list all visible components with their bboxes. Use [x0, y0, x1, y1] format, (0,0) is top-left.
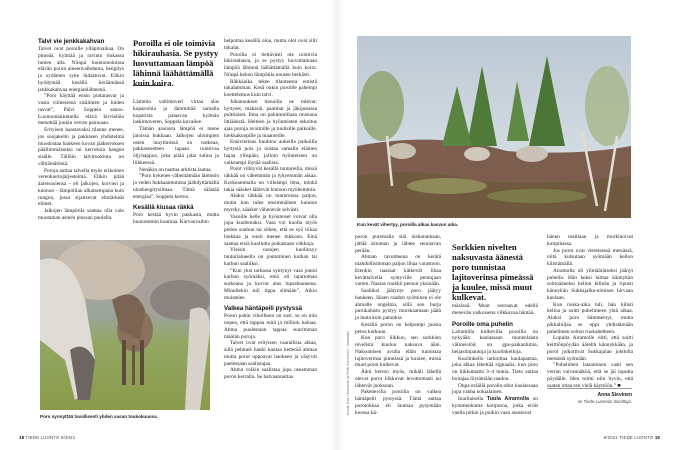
- paragraph: Lopulta Airamolle riitti, että soitti keittiönpöydän ääreltä kännykkään, ja porot jolkottivat Sukkajalan johdolla metsästä syömään.: [547, 335, 633, 362]
- paragraph-text: on kymmenkunta kotiporoa, jotka eivät vaella pitkin ja poikin vaan asustavat: [452, 396, 538, 416]
- section-heading: Kesällä kiusaa räkkä: [133, 204, 194, 212]
- paragraph: Juhannuksen tienoilla ne tulevat: hyttyset, mäkärät, paarmat ja jäkijunassa polttiaiset. Ilma on pahimmillaan mustana öttiäisistä. Helteen ja hyönteisten sekoitus ajaa poroja avoimille ja tuulisille paikoille, hiekkakuopille ja maanteille.: [224, 98, 317, 139]
- paragraph: Airamolla oli ylimääräiseksi jäänyt puhelin. Hän keksi laittaa kännykän soittoääneksi kellon kilinän ja ripusti kännykän Sukkajalka-nimisen hirvaan kaulaan.: [547, 267, 633, 301]
- paragraph: Aluksi räkkää on tuntureissa paljon, mutta kun tulee ensimmäinen kunnon myrsky, sääsket vähenevät selvästi.: [224, 193, 317, 213]
- paragraph: Saaliiksi jäätynyt poro jäätyy hankeen. Jäisen raadon syöminen ei ole ahmalle ongelma, sillä sen hurja purukalusto pystyy murskaamaan jäätä ja luuta kuin patonkia.: [355, 288, 441, 321]
- paragraph: Pakenevilla poroilla on valkea häntäpeili pystyssä. Tämä auttaa porotokkaa eli laumaa pysymään koossa hä-: [355, 389, 441, 416]
- pull-quote: Poroilla ei ole toimivia hikirauhasia. Se pystyy luovuttamaan lämpöä lähinnä läähättämällä kuin koira.: [133, 38, 219, 88]
- page-number: 18: [19, 435, 25, 440]
- paragraph: märässä. Muut seuraavat edellä menevän valkoisena vilkkuvaa häntää.: [452, 303, 538, 316]
- paragraph: Poron pahin vihollinen on susi: se on niin nopea, että tappaa mitä ja milloin haluaa. Ahma puolestaan tappaa suurimman määrän poroja.: [224, 313, 317, 340]
- page-number: 19: [654, 435, 660, 440]
- paragraph: ”Poro käyttää ensin pintarasvat ja vasta viimeisenä sisälinten ja luiden rasvat”, Päivi Soppela sanoo. Luonnonlaitumella elävä hirvieläin menettää jonkin verran painoaan.: [38, 93, 124, 127]
- paragraph: Ensiviertaus huuhtoo aukeilla paikoilla hyttysiä pois ja nostaa samalla elämen hajaa ylöspäin, jolloin hyönteisten on vaikeampi löytää saalista.: [224, 139, 317, 166]
- author-name: Anna Sievinen: [597, 392, 632, 398]
- paragraph: Tämän ansiosta lämpöä ei mene jaloissa hukkaan. Jalkojen uloimpien osien luuytimissä on notkeaa, pakkasnesteen tapaan toimivaa öljyhappoa, joka pitää jalat sulina ja liikkeessä.: [133, 126, 219, 166]
- paragraph: ”Kun yksi tarhassa syntynyt vasa joutui karhun syömäksi, emä oli tajuttoman surkeana ja korvat alas lupsahtaneena. Minullekin tuli tippa silmään”, Aikio muistelee.: [224, 267, 317, 301]
- author-role: on Tiede-Luonnon toimittaja.: [577, 399, 632, 404]
- paragraph: Kun ruoka-aika tuli, hän kilisti kelloa ja soitti puhelimeen yhtä aikaa. Aluksi poro hämmentyi, mutta pikkuhiljaa se oppi yhdistämään puhelimen soiton ruokahetkeen.: [547, 301, 633, 335]
- paragraph: Jos porot ovat viereisessä metsässä, niitä kutsutaan syömään kellon kilistämällä.: [547, 247, 633, 267]
- right-column-2: [452, 303, 538, 416]
- left-column-3: [224, 38, 317, 381]
- photo-caption: Kun kevät vihertyy, poroilla alkaa kasvun aika.: [357, 222, 459, 227]
- paragraph: Ahma voikin saalistaa jopa useamman poron kerralla. Se halvaannuttaa: [224, 367, 317, 380]
- paragraph: Erityisen haastavaksi tilanne menee, jos suojakelin ja pakkasen yhdistelmä muodostaa hankeen kovan jääkerroksen päällimmäiseksi tai kerroksia hangen sisälle. Tällöin talviruokinta on välttämätöntä.: [38, 127, 124, 167]
- reindeer-herd-photo: [357, 36, 631, 218]
- pull-quote-rule: [133, 85, 163, 86]
- paragraph: ”Puhelimen lataaminen vaati sen verran vaivannäköä, että se jäi lopulta pöydälle. Idea toimi niin hyvin, että saatan ottaa sen vielä käyttöön.” ■: [547, 362, 633, 389]
- paragraph: Vasoille helle ja hyönteiset voivat olla jopa kuolemaksi. Vasa voi kuolla myös pedon suuhun tai siihen, että se syö liikaa hiekkaa ja suoli menee tukkoon. Emä saattaa etsiä kuollutta poikastaan viikkoja.: [224, 213, 317, 247]
- magazine-issue: TIEDE LUONTO 8/2021: [25, 435, 76, 440]
- paragraph: Poro kestää hyvin pakkasta, mutta huonommin kuumaa. Karvanvaihto: [133, 212, 219, 225]
- paragraph: Poroilla ei tiettävästi ole toimivia hikirauhasia, ja se pystyy luovuttamaan lämpöä lähinnä läähättämällä kuin koira. Niinpä kehon lämpötila nousee herkästi.: [224, 51, 317, 78]
- section-heading: Valkea häntäpeili pystyssä: [224, 305, 303, 313]
- paragraph: helpottaa kesällä oloa, mutta olot ovat silti tukalat.: [224, 38, 317, 51]
- paragraph: Kuolinkello tarkoittaa kaulapantaa, joka alkaa lähettää signaalia, kun poro on liikkumatta 3–4 tuntia. Tieto auttaa hoitajaa löytämään raadon.: [452, 355, 538, 382]
- pull-quote-rule: [452, 292, 482, 293]
- paragraph: Kun poro liikkuu, sen sorkkien nivelistä kuuluu naksuva ääni. Naksumisen avulla eläin tunnistaa lajitoverinsa pimeässä ja kuulee, missä muut porot kulkevat.: [355, 335, 441, 369]
- paragraph: poron puremalla sitä niskarankaan, jättää kituman ja lähtee seuraavan perään.: [355, 234, 441, 254]
- paragraph-text: Inarilaisella: [458, 396, 487, 402]
- paragraph: Laitumilla kulkevilla poroilla on nykyään kaulassaan monenlaista välineistöä: on gps-paikantimia, heijastinpantoja ja kuolinkelloja.: [452, 328, 538, 355]
- paragraph: Lämmin valtimoveri virtaa alas koparoihin ja lämmittää samalla koparista palaavan kylmän laskimoveren, Soppela kuvailee.: [133, 99, 219, 126]
- paragraph: Onpa eräällä porolla ollut kaulassaan jopa vanha nokialainen.: [452, 382, 538, 396]
- left-column-2: [133, 99, 219, 226]
- paragraph: Yleisin vasojen kuolinsyy tunturialueella on joutuminen kotkan tai karhun saaliiksi.: [224, 247, 317, 267]
- paragraph: Jalkojen lämpötila saattaa olla vain muutaman asteen plussan puolella.: [38, 208, 124, 221]
- paragraph: Poroja auttaa talvella myös erikoinen verenkiertojärjestelmä. Elikin pitää ääreisosiensa – eli jalkojen, korvien ja kuonon – lämpötilan alhaisempana kuin rungon, jossa sijaitsevat elintärkeät elimet.: [38, 167, 124, 208]
- right-footer: [604, 435, 660, 440]
- section-heading: Poroille oma puhelin: [452, 320, 513, 328]
- pull-quote: Sorkkien nivelten naksuvasta äänestä poro tunnistaa lajitoverinsa pimeässä ja kuulee, missä muut kulkevat.: [452, 242, 534, 302]
- left-column-1: [38, 38, 124, 222]
- reindeer-calf-photo: [40, 240, 210, 410]
- paragraph: Ääni kertoo myös, mikäli lähellä olevat porot liikkuvat levottomasti tai lähtevät juoksuun.: [355, 369, 441, 389]
- paragraph: Räkkäaika tekee tilanteesta entistä tukalamman. Kesä onkin poroille pahempi koettelemus kuin talvi.: [224, 78, 317, 98]
- right-column-1: [355, 234, 441, 416]
- section-heading: Talvi vie jenkkakahvan: [38, 38, 105, 45]
- photo-caption: Poro synnyttää tavallisesti yhden vasan toukokuussa.: [40, 414, 158, 419]
- paragraph: Nenäkin on taattua arktista laatua.: [139, 166, 212, 173]
- person-name: Tuula Airamolla: [486, 396, 529, 402]
- paragraph: [452, 396, 538, 416]
- paragraph: Ahman tavoitteena on kerätä mahdollisimman paljon lihaa varastoon. Etenkin naaraat kätkevät lihaa kevättalvella syntyville pentujaan varten. Naaras ruokkii pennut yksinään.: [355, 254, 441, 288]
- paragraph: Porot viihtyvät kesällä tuntureilla, missä räkkää on vähemmän ja lyhyemmän aikaa. Korkeammalla on viileämpi ilma, minkä takia sääsket lähtevät lentoon myöhemmin.: [224, 166, 317, 193]
- left-footer: [19, 435, 75, 440]
- author-divider: [547, 388, 632, 389]
- paragraph: Kesällä poron on helpompi juosta petoa karkuun.: [355, 321, 441, 335]
- magazine-issue: 8/2021 TIEDE LUONTO: [603, 435, 654, 440]
- page-gutter: [330, 0, 344, 450]
- paragraph: ”Poro kykenee vähentämään lämmön ja veden hukkaantumista jäähdyttämällä uloshengitysilmaa. Tämä säästää energiaa”, Soppela kertoo.: [133, 173, 219, 200]
- right-column-3: [547, 234, 633, 389]
- paragraph: Talvet ovat poroille ylläpitoaikaa. On pimeää, kylmää ja ravinto tiukassa lumen alla. Niinpä luonnonoloissa elävän poron aineenvaihdunta, hengitys ja sydämen syke hidastuvat. Elikin hyödyntää kesällä keräämänsä jenkkakahvaa energianlähteenä.: [38, 46, 124, 93]
- paragraph: Talvet ovat erityisen vaarallista aikaa, sillä pehmeä hanki kantaa ketterää ahmaa mutta porot uppoavat hankeen ja väsyvät paetessaan saalistajaa.: [224, 340, 317, 367]
- photo-credit: Kuvat: Esa Ylisuvanto ja Pertti Sormunen / Vastavalo: [346, 330, 350, 415]
- paragraph: hänen maillaan ja murkinoivat kotipihassa.: [547, 234, 633, 247]
